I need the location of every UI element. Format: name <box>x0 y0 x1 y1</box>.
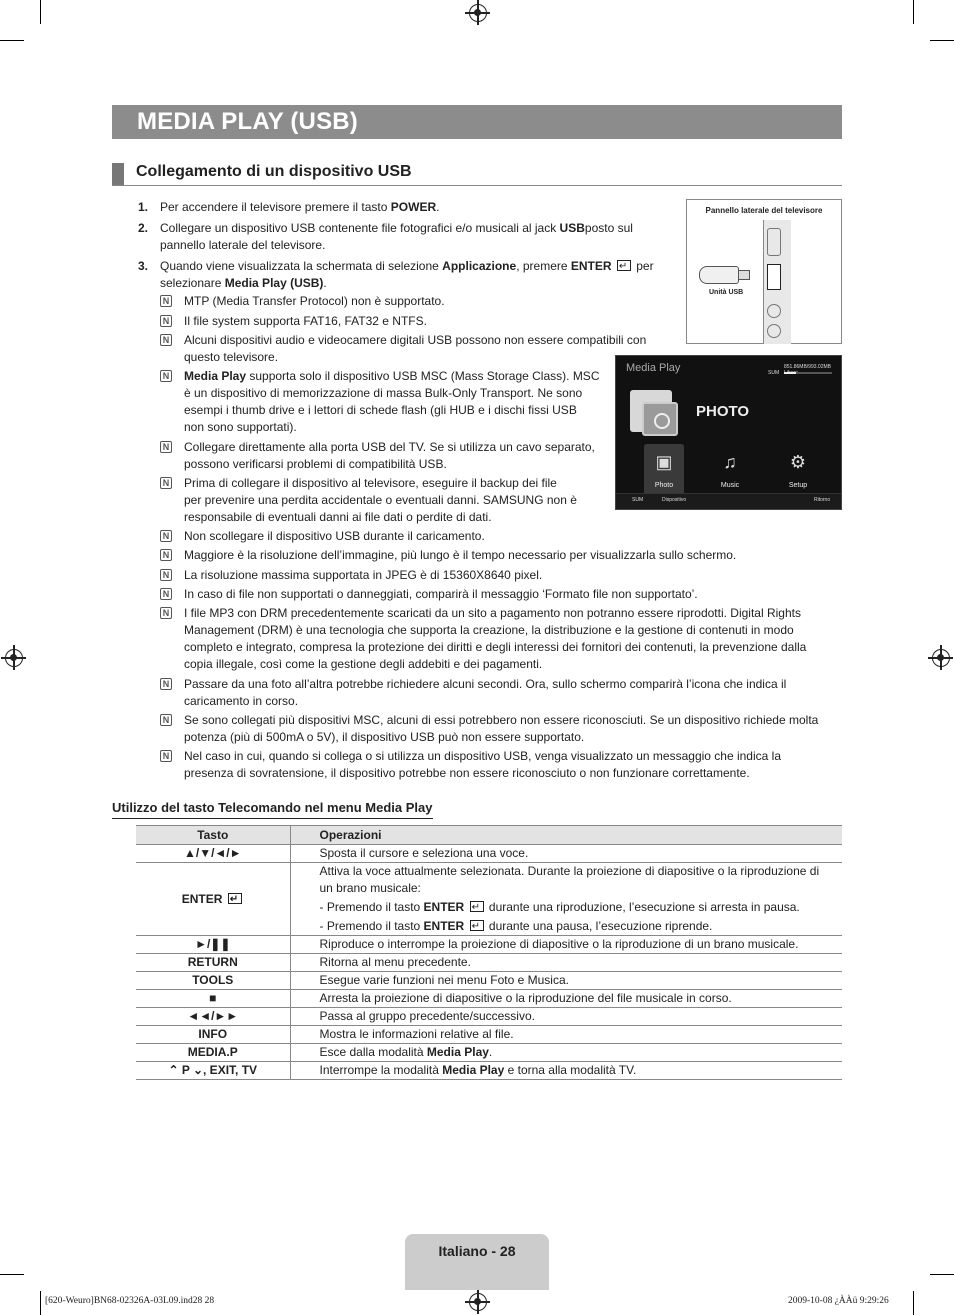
note-icon: N <box>160 607 172 619</box>
enter-icon <box>470 920 484 931</box>
hdmi-port-icon <box>767 228 781 256</box>
note-line: è un dispositivo di memorizzazione di massa Bulk-Only Transport. Ne sono <box>184 386 583 400</box>
tile-label: Music <box>720 482 740 489</box>
note-text <box>184 293 445 310</box>
note-item <box>160 712 840 746</box>
operation-cell <box>290 990 842 1008</box>
camera-icon <box>642 402 678 436</box>
note-line: Non scollegare il dispositivo USB durante il caricamento. <box>184 529 485 543</box>
note-icon: N <box>160 370 172 382</box>
note-line: esempi i thumb drive e i lettori di schede flash (gli HUB e i dischi fissi USB <box>184 403 577 417</box>
note-item <box>160 567 840 584</box>
table-row <box>136 990 842 1008</box>
note-text <box>184 332 646 366</box>
bottom-sum: SUM <box>632 497 644 503</box>
table-row <box>136 845 842 863</box>
step-line: Collegare un dispositivo USB contenente file fotografici e/o musicali al jack USBposto sul <box>160 221 633 235</box>
section-title: Collegamento di un dispositivo USB <box>136 163 412 180</box>
note-text <box>184 528 485 545</box>
usb-panel-caption: Pannello laterale del televisore <box>705 206 823 215</box>
operation-line: Riproduce o interrompe la proiezione di diapositive o la riproduzione di un brano musicale. <box>319 937 799 951</box>
operation-cell <box>290 954 842 972</box>
crop-mark <box>0 40 24 41</box>
note-line: In caso di file non supportati o danneggiati, comparirà il messaggio ‘Formato file non supportato’. <box>184 587 698 601</box>
sum-label: SUM <box>768 370 780 376</box>
operation-cell <box>290 1062 842 1080</box>
key-cell: ►/❚❚ <box>136 936 290 954</box>
usb-panel-illustration <box>686 199 842 344</box>
highlight-label: PHOTO <box>696 403 750 420</box>
gear-icon: ⚙ <box>789 452 807 472</box>
note-icon: N <box>160 588 172 600</box>
remote-keys-table <box>136 825 842 1080</box>
bottom-return: Ritorno <box>814 497 831 503</box>
note-line: Management (DRM) è una tecnologia che supporta la creazione, la distribuzione e la gestione di contenuti in modo <box>184 623 794 637</box>
crop-mark <box>913 0 914 24</box>
section-header <box>112 160 842 186</box>
tile-label: Setup <box>788 482 808 489</box>
note-item <box>160 605 840 673</box>
key-cell: ENTER ↵ <box>136 863 290 936</box>
enter-icon <box>470 901 484 912</box>
note-line: copia illegale, così come la gestione degli addebiti e dei pagamenti. <box>184 657 543 671</box>
operation-line: Esce dalla modalità Media Play. <box>319 1045 493 1059</box>
table-row <box>136 1062 842 1080</box>
operation-line: Arresta la proiezione di diapositive o la riproduzione del file musicale in corso. <box>319 991 732 1005</box>
note-line: per prevenire una perdita accidentale o eventuali danni. SAMSUNG non è <box>184 493 577 507</box>
step-line: Per accendere il televisore premere il tasto POWER. <box>160 200 440 214</box>
note-text <box>184 712 818 746</box>
media-play-bottom-bar <box>616 493 841 509</box>
crop-mark <box>913 1291 914 1315</box>
usb-port-icon <box>767 264 781 290</box>
table-header-row <box>136 826 842 845</box>
operation-cell <box>290 845 842 863</box>
note-icon: N <box>160 678 172 690</box>
note-text <box>184 586 698 603</box>
section-marker <box>112 163 124 185</box>
note-text <box>184 748 781 782</box>
key-cell: ⌃ P ⌄, EXIT, TV <box>136 1062 290 1080</box>
table-header: Tasto <box>136 826 290 845</box>
note-icon: N <box>160 295 172 307</box>
note-line: caricamento in corso. <box>184 694 299 708</box>
note-icon: N <box>160 750 172 762</box>
key-cell: ■ <box>136 990 290 1008</box>
note-icon: N <box>160 549 172 561</box>
note-icon: N <box>160 569 172 581</box>
crop-mark <box>0 1274 24 1275</box>
footer-file-info: [620-Weuro]BN68-02326A-03L09.ind28 28 <box>45 1296 215 1306</box>
crop-mark <box>930 40 954 41</box>
tile-setup[interactable] <box>778 444 818 496</box>
note-line: Alcuni dispositivi audio e videocamere digitali USB possono non essere compatibili con <box>184 333 647 347</box>
note-line: questo televisore. <box>184 350 279 364</box>
step-text <box>160 220 680 254</box>
tile-label: Photo <box>654 482 674 489</box>
step-line: Quando viene visualizzata la schermata di selezione Applicazione, premere ENTER ↵ per <box>160 258 680 275</box>
note-line: Nel caso in cui, quando si collega o si utilizza un dispositivo USB, venga visualizzato un messaggio che indica la <box>184 749 781 763</box>
usb-stick-icon <box>699 266 739 284</box>
operation-cell <box>290 863 842 936</box>
free-space-bar <box>784 372 832 374</box>
note-text <box>184 368 599 436</box>
table-row <box>136 863 842 936</box>
operation-cell <box>290 972 842 990</box>
step-item <box>138 220 678 254</box>
operation-line: - Premendo il tasto ENTER ↵ durante una riproduzione, l’esecuzione si arresta in pausa. <box>320 899 839 916</box>
step-text <box>160 199 680 216</box>
note-item <box>160 748 840 782</box>
note-text <box>184 547 736 564</box>
page-title-bar <box>112 105 842 139</box>
step-number: 3. <box>138 259 149 273</box>
note-text <box>184 676 786 710</box>
note-item <box>160 676 840 710</box>
operation-line: Sposta il cursore e seleziona una voce. <box>319 846 529 860</box>
note-line: completo e integrato, compresa la protezione dei diritti e degli interessi dei fornitori dei contenuti, la prevenzione dalla <box>184 640 807 654</box>
operation-line: un brano musicale: <box>319 881 421 895</box>
page-number-tab <box>405 1234 549 1290</box>
table-row <box>136 936 842 954</box>
usb-device-label: Unità USB <box>709 289 744 296</box>
note-line: Il file system supporta FAT16, FAT32 e NTFS. <box>184 314 427 328</box>
table-row <box>136 954 842 972</box>
step-line: pannello laterale del televisore. <box>160 238 326 252</box>
note-line: Media Play supporta solo il dispositivo USB MSC (Mass Storage Class). MSC <box>184 369 600 383</box>
footer-timestamp: 2009-10-08 ¿ÀÀü 9:29:26 <box>788 1296 889 1306</box>
note-line: Collegare direttamente alla porta USB del TV. Se si utilizza un cavo separato, <box>184 440 595 454</box>
note-icon: N <box>160 714 172 726</box>
note-line: Se sono collegati più dispositivi MSC, alcuni di essi potrebbero non essere riconosciuti. Se un dispositivo richiede molta <box>184 713 819 727</box>
note-text <box>184 605 806 673</box>
note-item <box>160 586 840 603</box>
operation-cell <box>290 1008 842 1026</box>
table-header: Operazioni <box>290 826 842 845</box>
note-line: La risoluzione massima supportata in JPEG è di 15360X8640 pixel. <box>184 568 543 582</box>
note-icon: N <box>160 334 172 346</box>
operation-line: Esegue varie funzioni nei menu Foto e Musica. <box>319 973 569 987</box>
operation-line: - Premendo il tasto ENTER ↵ durante una pausa, l’esecuzione riprende. <box>320 918 839 935</box>
registration-mark-icon <box>469 4 487 22</box>
key-cell: ◄◄/►► <box>136 1008 290 1026</box>
note-icon: N <box>160 530 172 542</box>
operation-line: Interrompe la modalità Media Play e torna alla modalità TV. <box>319 1063 637 1077</box>
operation-line: Passa al gruppo precedente/successivo. <box>319 1009 535 1023</box>
table-row <box>136 1008 842 1026</box>
enter-icon <box>617 260 631 271</box>
page-label: Italiano - 28 <box>438 1243 516 1259</box>
step-text <box>160 258 680 292</box>
note-line: I file MP3 con DRM precedentemente scaricati da un sito a pagamento non potranno essere riprodotti. Digital Rights <box>184 606 801 620</box>
note-line: Passare da una foto all’altra potrebbe richiedere alcuni secondi. Ora, sullo schermo comparirà l’icona che indica il <box>184 677 787 691</box>
note-text <box>184 313 427 330</box>
media-play-title: Media Play <box>626 362 681 374</box>
operation-line: Attiva la voce attualmente selezionata. Durante la proiezione di diapositive o la riproduzione di <box>319 864 820 878</box>
note-line: non sono supportati). <box>184 420 297 434</box>
note-item <box>160 547 840 564</box>
registration-mark-icon <box>5 649 23 667</box>
operation-cell <box>290 1044 842 1062</box>
note-line: Maggiore è la risoluzione dell’immagine, più lungo è il tempo necessario per visualizzarla sullo schermo. <box>184 548 737 562</box>
note-line: potenza (più di 500mA o 5V), il dispositivo USB può non essere supportato. <box>184 730 585 744</box>
table-row <box>136 972 842 990</box>
operation-line: Ritorna al menu precedente. <box>319 955 471 969</box>
table-title: Utilizzo del tasto Telecomando nel menu Media Play <box>112 800 433 819</box>
free-space-bar-fill <box>784 372 796 374</box>
audio-port-icon <box>767 304 781 318</box>
operation-cell <box>290 936 842 954</box>
page-title: MEDIA PLAY (USB) <box>137 108 359 135</box>
tile-music[interactable] <box>710 444 750 496</box>
step-number: 1. <box>138 200 149 214</box>
note-line: possono verificarsi problemi di compatibilità USB. <box>184 457 447 471</box>
operation-line: Mostra le informazioni relative al file. <box>319 1027 514 1041</box>
note-line: presenza di sovratensione, il dispositivo potrebbe non essere riconosciuto o non funzionare correttamente. <box>184 766 750 780</box>
photo-icon: ▣ <box>655 452 673 472</box>
table-row <box>136 1026 842 1044</box>
note-icon: N <box>160 477 172 489</box>
operation-cell <box>290 1026 842 1044</box>
audio-port-icon <box>767 324 781 338</box>
key-cell: ▲/▼/◄/► <box>136 845 290 863</box>
note-text <box>184 567 542 584</box>
tile-photo[interactable] <box>644 444 684 496</box>
step-line: selezionare Media Play (USB). <box>160 276 327 290</box>
key-cell: TOOLS <box>136 972 290 990</box>
enter-icon <box>228 893 242 904</box>
note-line: Prima di collegare il dispositivo al televisore, eseguire il backup dei file <box>184 476 557 490</box>
note-line: responsabile di eventuali danni ai file dati o perdite di dati. <box>184 510 492 524</box>
key-cell: INFO <box>136 1026 290 1044</box>
key-cell: RETURN <box>136 954 290 972</box>
note-text <box>184 439 595 473</box>
key-cell: MEDIA.P <box>136 1044 290 1062</box>
free-space-label: 851.86MB/993.02MB <box>784 364 831 370</box>
note-line: MTP (Media Transfer Protocol) non è supportato. <box>184 294 445 308</box>
registration-mark-icon <box>469 1293 487 1311</box>
crop-mark <box>40 0 41 24</box>
note-icon: N <box>160 441 172 453</box>
crop-mark <box>40 1291 41 1315</box>
registration-mark-icon <box>932 649 950 667</box>
step-item <box>138 199 678 216</box>
note-icon: N <box>160 315 172 327</box>
crop-mark <box>930 1274 954 1275</box>
table-row <box>136 1044 842 1062</box>
note-item <box>160 528 840 545</box>
usb-plug-icon <box>738 270 750 280</box>
bottom-device: Dispositivo <box>662 497 687 503</box>
note-text <box>184 475 577 526</box>
music-note-icon: ♫ <box>723 452 737 472</box>
step-number: 2. <box>138 221 149 235</box>
media-play-screenshot <box>615 355 842 510</box>
step-item <box>138 258 678 292</box>
